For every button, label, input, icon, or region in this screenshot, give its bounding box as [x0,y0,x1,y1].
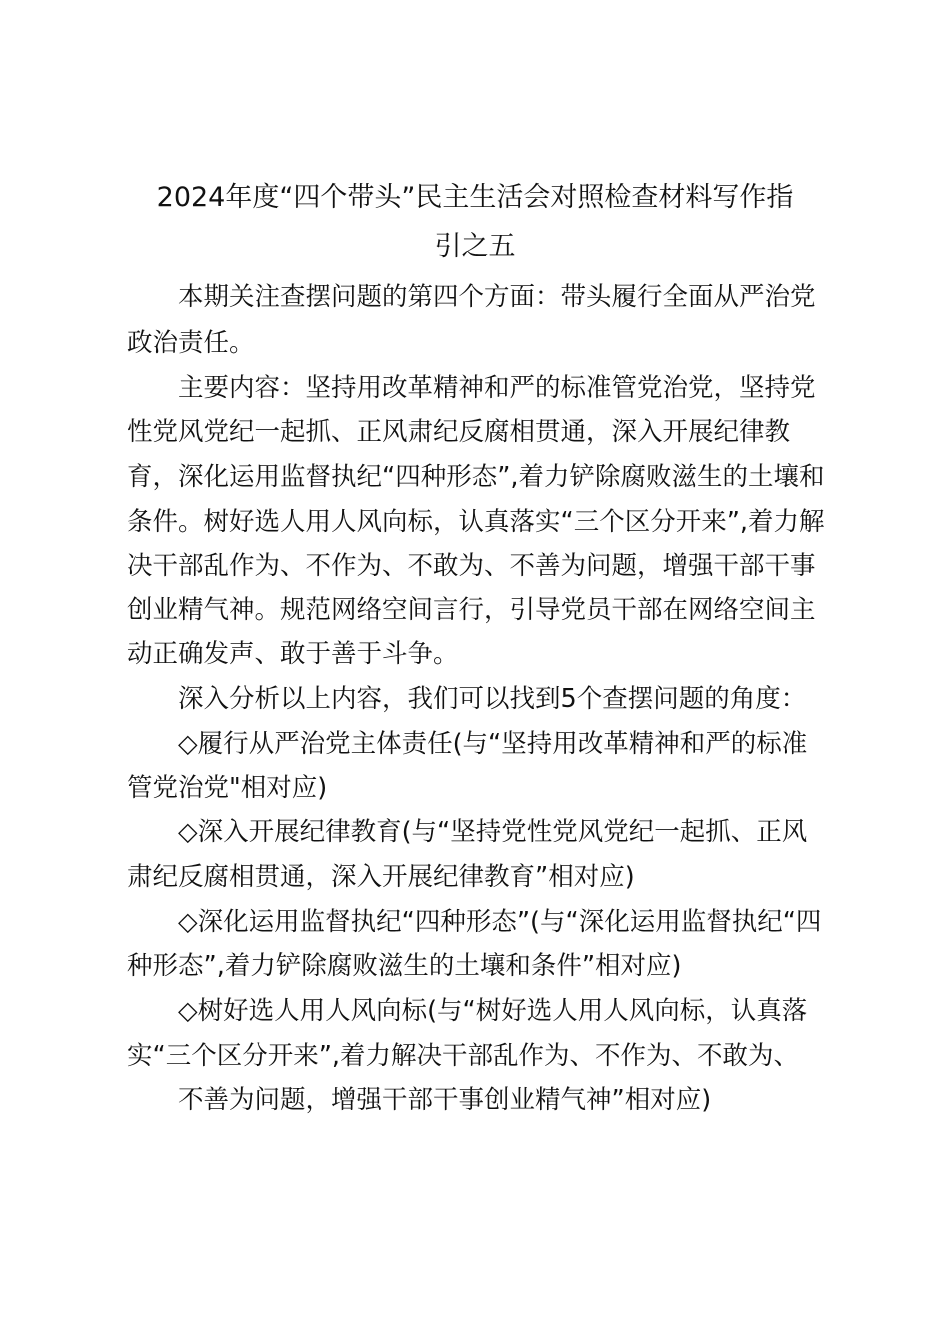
list-item-line: ◇树好选人用人风向标(与“树好选人用人风向标，认真落 [178,996,808,1026]
paragraph-line: 主要内容：坚持用改革精神和严的标准管党治党，坚持党 [178,373,816,403]
paragraph-line: 创业精气神。规范网络空间言行，引导党员干部在网络空间主 [127,595,816,625]
paragraph-line: 条件。树好选人用人风向标，认真落实“三个区分开来”,着力解 [127,507,825,537]
list-item-line: 肃纪反腐相贯通，深入开展纪律教育”相对应) [127,862,635,892]
list-item-line: ◇深化运用监督执纪“四种形态”(与“深化运用监督执纪“四 [178,907,822,937]
paragraph-line: 育，深化运用监督执纪“四种形态”,着力铲除腐败滋生的土壤和 [127,462,825,492]
list-item-line: 种形态”,着力铲除腐败滋生的土壤和条件”相对应) [127,951,682,981]
paragraph-line: 性党风党纪一起抓、正风肃纪反腐相贯通，深入开展纪律教 [127,417,791,447]
list-item-line: 不善为问题，增强干部干事创业精气神”相对应) [178,1085,712,1115]
document-title-line-1: 2024年度“四个带头”民主生活会对照检查材料写作指 [156,182,794,213]
list-item-line: 实“三个区分开来”,着力解决干部乱作为、不作为、不敢为、 [127,1041,800,1071]
paragraph-line: 深入分析以上内容，我们可以找到5个查摆问题的角度： [178,684,807,714]
paragraph-line: 决干部乱作为、不作为、不敢为、不善为问题，增强干部干事 [127,551,816,581]
list-item-line: ◇深入开展纪律教育(与“坚持党性党风党纪一起抓、正风 [178,817,808,847]
list-item-line: 管党治党"相对应) [127,773,328,803]
document-title-line-2: 引之五 [434,231,516,262]
list-item-line: ◇履行从严治党主体责任(与“坚持用改革精神和严的标准 [178,729,808,759]
paragraph-line: 动正确发声、敢于善于斗争。 [127,639,459,669]
paragraph-line: 本期关注查摆问题的第四个方面：带头履行全面从严治党 [178,282,816,312]
paragraph-line: 政治责任。 [127,328,255,358]
